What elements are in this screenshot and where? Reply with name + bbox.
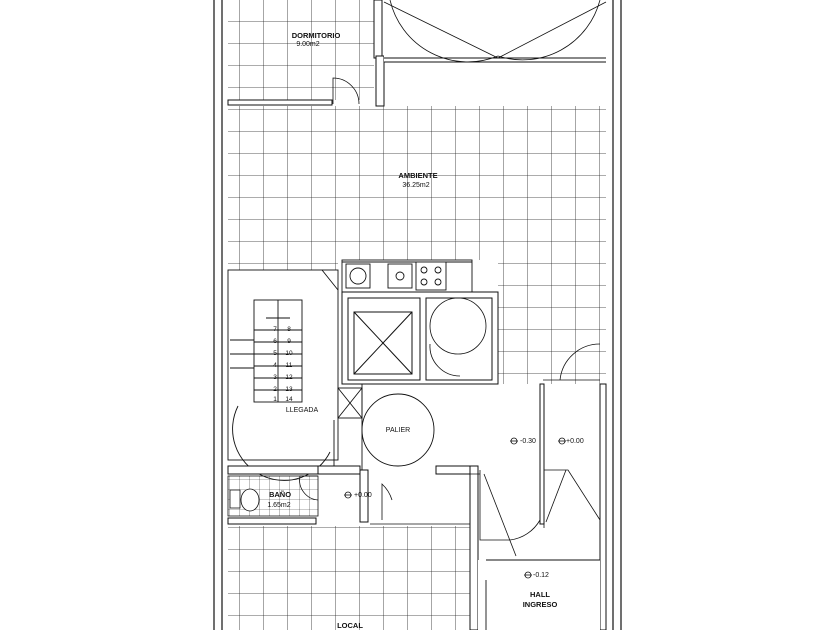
stair-llegada-label: LLEGADA xyxy=(285,407,319,414)
terrace-room xyxy=(384,0,606,62)
dormitorio-room xyxy=(228,0,384,106)
level-label: -0.30 xyxy=(520,438,536,445)
stair-step-number: 1 xyxy=(273,396,277,403)
dormitorio-label: DORMITORIO xyxy=(291,31,341,40)
local-label: LOCAL xyxy=(337,621,363,630)
stair-step-number: 3 xyxy=(273,374,277,381)
stair-step-number: 6 xyxy=(273,338,277,345)
stair-steps-left xyxy=(273,326,277,403)
stair xyxy=(228,270,338,480)
ambiente-label: AMBIENTE xyxy=(398,171,438,180)
sink-icon xyxy=(350,268,366,284)
stove-icon xyxy=(416,262,446,290)
level-label: -0.12 xyxy=(533,572,549,579)
local-room xyxy=(228,526,470,630)
stair-step-number: 11 xyxy=(285,362,293,369)
level-label: +0.00 xyxy=(354,492,372,499)
stair-step-number: 13 xyxy=(285,386,293,393)
stair-step-number: 5 xyxy=(273,350,277,357)
ambiente-area: 36.25m2 xyxy=(402,182,430,189)
kitchen-counter xyxy=(342,260,472,292)
toilet-icon xyxy=(241,489,259,511)
hall-label-line1: HALL xyxy=(530,590,550,599)
stair-step-number: 10 xyxy=(285,350,293,357)
stair-step-number: 7 xyxy=(273,326,277,333)
stair-step-number: 14 xyxy=(285,396,293,403)
elevator-block xyxy=(342,292,498,384)
stair-step-number: 4 xyxy=(273,362,277,369)
stair-step-number: 9 xyxy=(287,338,291,345)
stair-step-number: 2 xyxy=(273,386,277,393)
hall-label-line2: INGRESO xyxy=(522,600,558,609)
palier-label: PALIER xyxy=(385,427,411,434)
stair-steps-right xyxy=(285,326,293,403)
bano-area: 1.65m2 xyxy=(267,502,291,509)
level-label: +0.00 xyxy=(566,438,584,445)
stair-step-number: 8 xyxy=(287,326,291,333)
dormitorio-area: 9.00m2 xyxy=(296,41,320,48)
bano-label: BAÑO xyxy=(268,490,292,499)
stair-step-number: 12 xyxy=(285,374,293,381)
palier-area xyxy=(334,384,434,470)
